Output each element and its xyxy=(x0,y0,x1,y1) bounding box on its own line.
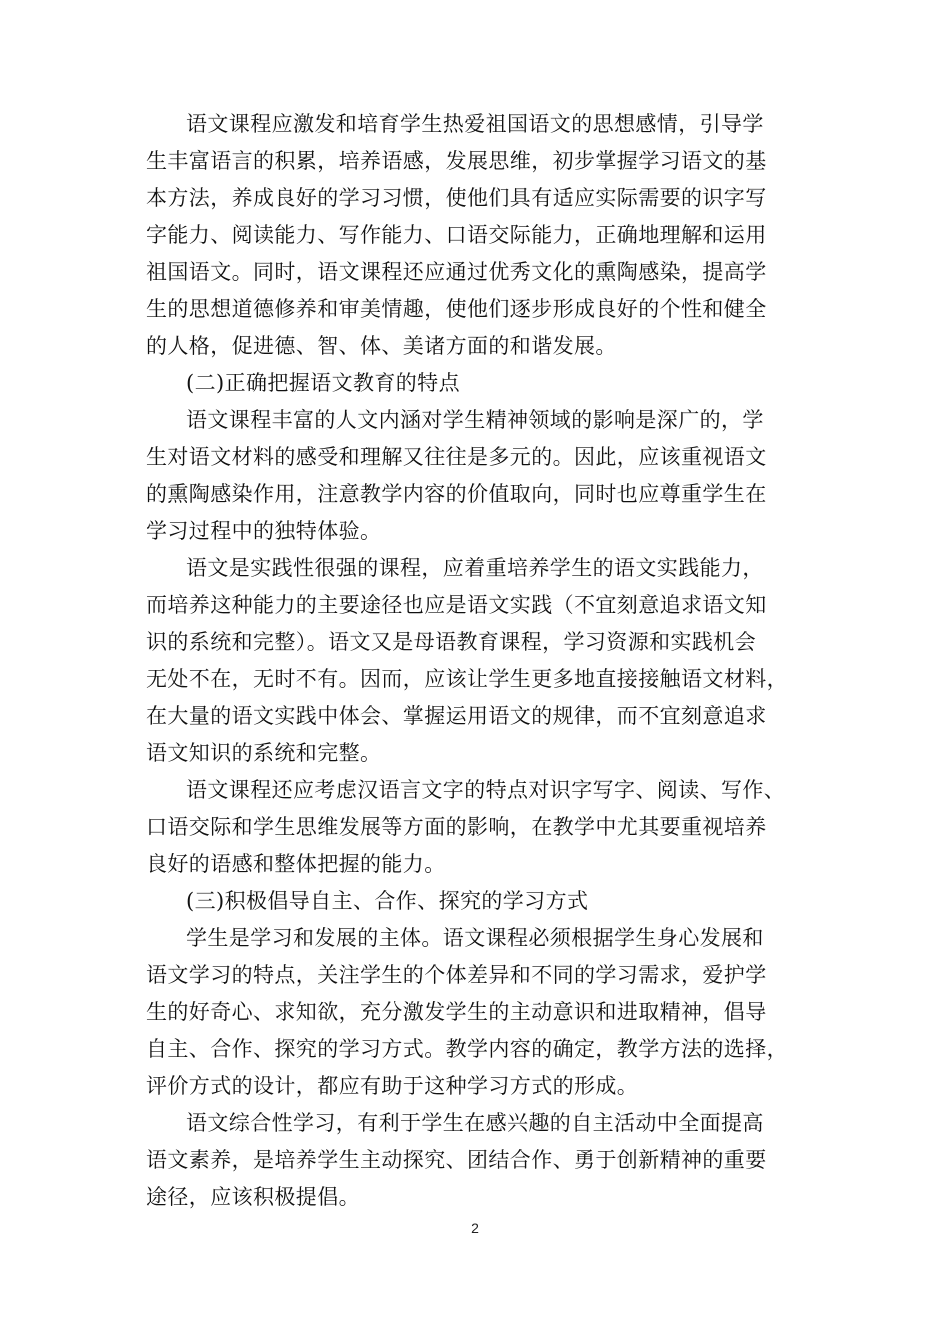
paragraph-2-line-3: 的熏陶感染作用，注意教学内容的价值取向，同时也应尊重学生在 xyxy=(146,482,767,506)
section-heading-3: (三)积极倡导自主、合作、探究的学习方式 xyxy=(186,889,589,913)
paragraph-3-line-4: 无处不在，无时不有。因而，应该让学生更多地直接接触语文材料， xyxy=(146,667,788,691)
paragraph-6-line-3: 途径，应该积极提倡。 xyxy=(146,1185,360,1209)
paragraph-1-line-6: 生的思想道德修养和审美情趣，使他们逐步形成良好的个性和健全 xyxy=(146,297,767,321)
paragraph-4-line-2: 口语交际和学生思维发展等方面的影响，在教学中尤其要重视培养 xyxy=(146,815,767,839)
paragraph-1-line-5: 祖国语文。同时，语文课程还应通过优秀文化的熏陶感染，提高学 xyxy=(146,260,767,284)
paragraph-4-line-3: 良好的语感和整体把握的能力。 xyxy=(146,852,446,876)
page-number: 2 xyxy=(471,1220,479,1236)
paragraph-2-line-2: 生对语文材料的感受和理解又往往是多元的。因此，应该重视语文 xyxy=(146,445,767,469)
paragraph-1-line-1: 语文课程应激发和培育学生热爱祖国语文的思想感情，引导学 xyxy=(186,112,764,136)
paragraph-2-line-1: 语文课程丰富的人文内涵对学生精神领域的影响是深广的，学 xyxy=(186,408,764,432)
paragraph-5-line-1: 学生是学习和发展的主体。语文课程必须根据学生身心发展和 xyxy=(186,926,764,950)
paragraph-1-line-2: 生丰富语言的积累，培养语感，发展思维，初步掌握学习语文的基 xyxy=(146,149,767,173)
paragraph-3-line-3: 识的系统和完整）。语文又是母语教育课程，学习资源和实践机会 xyxy=(146,630,757,654)
paragraph-5-line-4: 自主、合作、探究的学习方式。教学内容的确定，教学方法的选择， xyxy=(146,1037,788,1061)
paragraph-1-line-3: 本方法，养成良好的学习习惯，使他们具有适应实际需要的识字写 xyxy=(146,186,767,210)
paragraph-5-line-5: 评价方式的设计，都应有助于这种学习方式的形成。 xyxy=(146,1074,639,1098)
paragraph-5-line-3: 生的好奇心、求知欲，充分激发学生的主动意识和进取精神，倡导 xyxy=(146,1000,767,1024)
paragraph-2-line-4: 学习过程中的独特体验。 xyxy=(146,519,382,543)
paragraph-1-line-7: 的人格，促进德、智、体、美诸方面的和谐发展。 xyxy=(146,334,617,358)
paragraph-4-line-1: 语文课程还应考虑汉语言文字的特点对识字写字、阅读、写作、 xyxy=(186,778,786,802)
paragraph-5-line-2: 语文学习的特点，关注学生的个体差异和不同的学习需求，爱护学 xyxy=(146,963,767,987)
paragraph-3-line-6: 语文知识的系统和完整。 xyxy=(146,741,382,765)
paragraph-6-line-2: 语文素养，是培养学生主动探究、团结合作、勇于创新精神的重要 xyxy=(146,1148,767,1172)
paragraph-6-line-1: 语文综合性学习，有利于学生在感兴趣的自主活动中全面提高 xyxy=(186,1111,764,1135)
paragraph-3-line-2: 而培养这种能力的主要途径也应是语文实践（不宜刻意追求语文知 xyxy=(146,593,767,617)
paragraph-3-line-5: 在大量的语文实践中体会、掌握运用语文的规律，而不宜刻意追求 xyxy=(146,704,767,728)
paragraph-3-line-1: 语文是实践性很强的课程，应着重培养学生的语文实践能力， xyxy=(186,556,764,580)
section-heading-2: (二)正确把握语文教育的特点 xyxy=(186,371,460,395)
paragraph-1-line-4: 字能力、阅读能力、写作能力、口语交际能力，正确地理解和运用 xyxy=(146,223,767,247)
